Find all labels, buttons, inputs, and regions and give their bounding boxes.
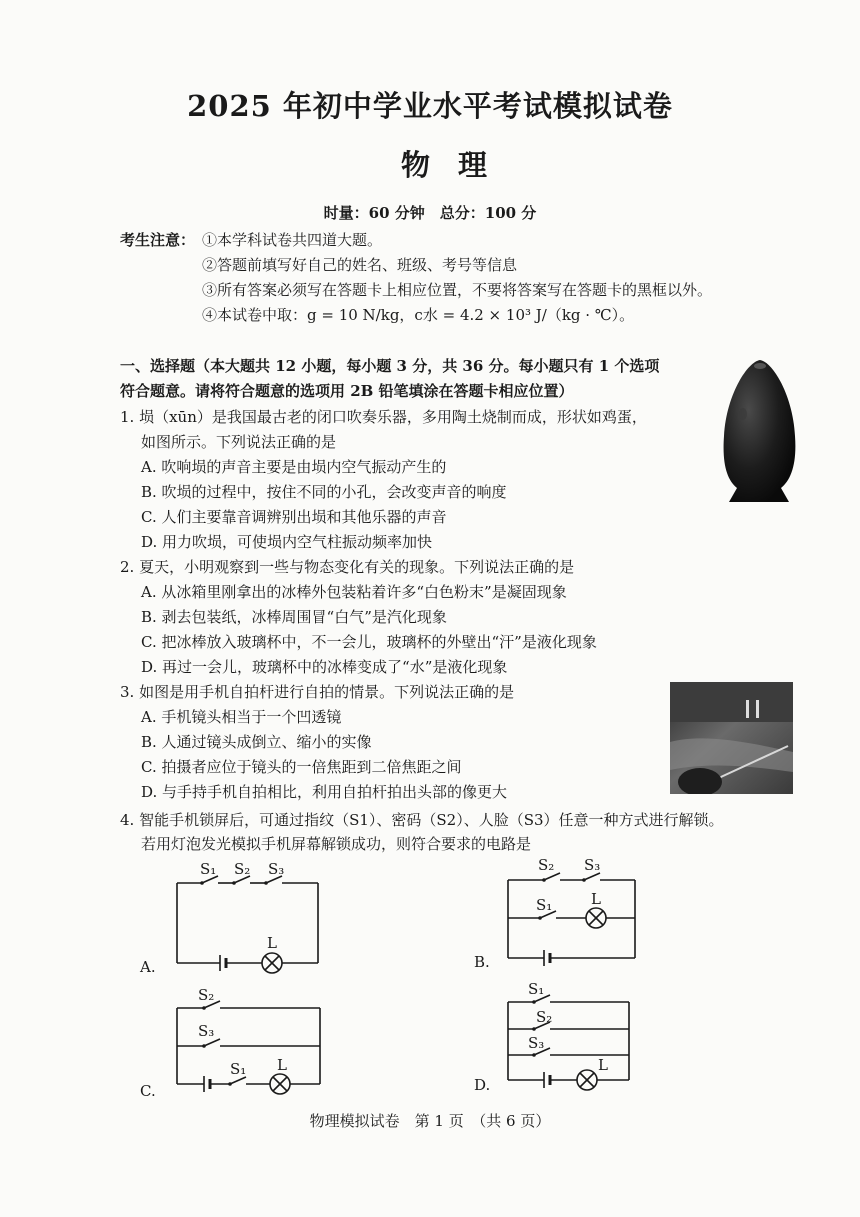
switch-label-s1: S₁ <box>536 896 553 914</box>
lamp-label: L <box>591 890 601 908</box>
q3-stem: 3. 如图是用手机自拍杆进行自拍的情景。下列说法正确的是 <box>120 683 515 701</box>
circuit-b <box>472 856 652 981</box>
q2-stem: 2. 夏天，小明观察到一些与物态变化有关的现象。下列说法正确的是 <box>120 558 575 576</box>
lamp-label: L <box>277 1056 287 1074</box>
switch-label-s2: S₂ <box>536 1008 553 1026</box>
switch-label-s3: S₃ <box>198 1022 215 1040</box>
q1-option-b: B. 吹埙的过程中，按住不同的小孔，会改变声音的响度 <box>141 483 507 501</box>
q2-option-c: C. 把冰棒放入玻璃杯中，不一会儿，玻璃杯的外壁出“汗”是液化现象 <box>141 633 597 651</box>
circuit-a-label: A. <box>140 958 156 976</box>
q1-option-a: A. 吹响埙的声音主要是由埙内空气振动产生的 <box>141 458 447 476</box>
q1-option-d: D. 用力吹埙，可使埙内空气柱振动频率加快 <box>141 533 433 551</box>
q1-option-c: C. 人们主要靠音调辨别出埙和其他乐器的声音 <box>141 508 447 526</box>
switch-label-s3: S₃ <box>584 856 601 874</box>
switch-label-s2: S₂ <box>234 860 251 878</box>
notice-item: ②答题前填写好自己的姓名、班级、考号等信息 <box>202 256 518 274</box>
notice-item: ④本试卷中取：g = 10 N/kg，c水 = 4.2 × 10³ J/（kg · ℃）。 <box>202 306 635 324</box>
q3-option-b: B. 人通过镜头成倒立、缩小的实像 <box>141 733 372 751</box>
switch-label-s2: S₂ <box>198 986 215 1004</box>
q4-stem: 4. 智能手机锁屏后，可通过指纹（S1）、密码（S2）、人脸（S3）任意一种方式进行解锁。 <box>120 811 724 829</box>
exam-title: 2025 年初中学业水平考试模拟试卷 <box>187 89 673 123</box>
section-heading-cont: 符合题意。请将符合题意的选项用 2B 铅笔填涂在答题卡相应位置） <box>120 382 574 400</box>
xun-instrument-image <box>715 356 805 504</box>
subject-title: 物理 <box>400 148 515 182</box>
circuit-d-label: D. <box>474 1076 491 1094</box>
q2-option-a: A. 从冰箱里刚拿出的冰棒外包装粘着许多“白色粉末”是凝固现象 <box>141 583 567 601</box>
switch-label-s1: S₁ <box>528 980 545 998</box>
circuit-c <box>140 986 340 1101</box>
switch-label-s2: S₂ <box>538 856 555 874</box>
lamp-label: L <box>598 1056 608 1074</box>
q4-stem-cont: 若用灯泡发光模拟手机屏幕解锁成功，则符合要求的电路是 <box>141 835 532 853</box>
circuit-a <box>140 858 340 983</box>
section-heading: 一、选择题（本大题共 12 小题，每小题 3 分，共 36 分。每小题只有 1 个选项 <box>120 357 660 375</box>
q3-option-d: D. 与手持手机自拍相比，利用自拍杆拍出头部的像更大 <box>141 783 508 801</box>
page-footer: 物理模拟试卷 第 1 页 （共 6 页） <box>309 1112 551 1130</box>
selfie-stick-image <box>670 682 793 794</box>
q3-option-c: C. 拍摄者应位于镜头的一倍焦距到二倍焦距之间 <box>141 758 462 776</box>
q2-option-b: B. 剥去包装纸，冰棒周围冒“白气”是汽化现象 <box>141 608 447 626</box>
circuit-d <box>472 980 652 1099</box>
notice-label: 考生注意： <box>120 231 196 249</box>
notice-item: ③所有答案必须写在答题卡上相应位置，不要将答案写在答题卡的黑框以外。 <box>202 281 713 299</box>
q1-stem-cont: 如图所示。下列说法正确的是 <box>141 433 337 451</box>
switch-label-s1: S₁ <box>200 860 217 878</box>
switch-label-s3: S₃ <box>528 1034 545 1052</box>
switch-label-s3: S₃ <box>268 860 285 878</box>
switch-label-s1: S₁ <box>230 1060 247 1078</box>
exam-meta: 时量：60 分钟 总分：100 分 <box>323 204 537 222</box>
circuit-b-label: B. <box>474 953 490 971</box>
notice-item: ①本学科试卷共四道大题。 <box>202 231 383 249</box>
q2-option-d: D. 再过一会儿，玻璃杯中的冰棒变成了“水”是液化现象 <box>141 658 508 676</box>
q1-stem: 1. 埙（xūn）是我国最古老的闭口吹奏乐器，多用陶土烧制而成，形状如鸡蛋， <box>120 408 647 426</box>
q3-option-a: A. 手机镜头相当于一个凹透镜 <box>141 708 342 726</box>
lamp-label: L <box>267 934 277 952</box>
circuit-c-label: C. <box>140 1082 156 1100</box>
